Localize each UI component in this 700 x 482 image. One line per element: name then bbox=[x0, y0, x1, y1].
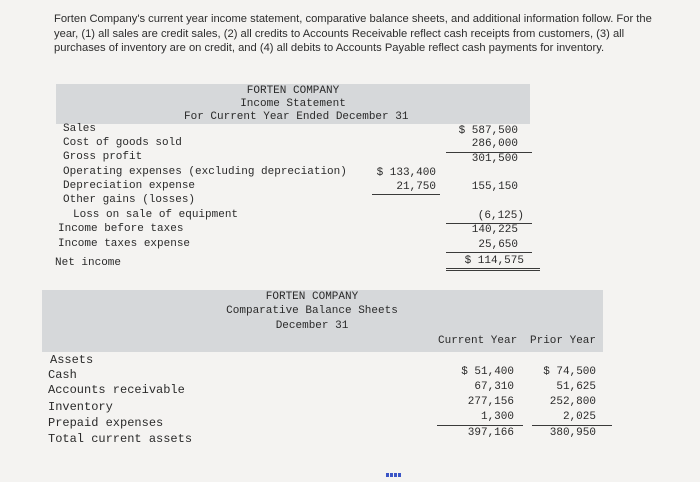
bs-column-header-current: Current Year bbox=[438, 335, 518, 347]
bs-row-prior: 380,950 bbox=[549, 427, 596, 439]
is-row-label: Income taxes expense bbox=[58, 238, 191, 250]
is-row-label: Other gains (losses) bbox=[63, 194, 196, 206]
bs-row-prior: 2,025 bbox=[562, 411, 596, 423]
bs-date: December 31 bbox=[275, 320, 349, 332]
bs-row-label: Accounts receivable bbox=[48, 383, 185, 397]
is-row-amount: 286,000 bbox=[471, 138, 518, 150]
bs-row-current: 397,166 bbox=[467, 427, 514, 439]
bs-row-current: $ 51,400 bbox=[461, 366, 514, 378]
is-row-amount: 140,225 bbox=[471, 224, 518, 236]
is-period: For Current Year Ended December 31 bbox=[184, 111, 409, 123]
bs-row-label: Inventory bbox=[48, 400, 113, 414]
bs-row-prior: 51,625 bbox=[556, 381, 596, 393]
underline bbox=[372, 194, 440, 195]
bs-row-current: 277,156 bbox=[467, 396, 514, 408]
bs-company-name: FORTEN COMPANY bbox=[265, 291, 359, 303]
is-title: Income Statement bbox=[240, 98, 346, 110]
is-row-label: Loss on sale of equipment bbox=[73, 209, 239, 221]
is-row-label: Net income bbox=[55, 257, 122, 269]
underline bbox=[446, 252, 532, 253]
is-row-amount: $ 114,575 bbox=[464, 255, 524, 267]
is-row-amount: 25,650 bbox=[478, 239, 518, 251]
loading-indicator-icon bbox=[386, 464, 402, 482]
bs-column-header-prior: Prior Year bbox=[530, 335, 597, 347]
problem-intro bbox=[54, 12, 654, 56]
bs-row-label: Total current assets bbox=[48, 432, 193, 446]
is-row-label: Gross profit bbox=[63, 151, 143, 163]
is-row-inner-amount: 21,750 bbox=[396, 181, 436, 193]
bs-row-current: 1,300 bbox=[480, 411, 514, 423]
intro-text: Forten Company's current year income statement, comparative balance sheets, and additional information follow. For the year, (1) all sales are credit sales, (2) all credits to Accounts Receivable reflect cash receipts from customers, (3) all purchases of inventory are on credit, and (4) all debits to Accounts Payable reflect cash payments for inventory. bbox=[54, 13, 652, 54]
is-row-label: Cost of goods sold bbox=[63, 137, 182, 149]
is-row-label: Sales bbox=[63, 123, 97, 135]
is-row-amount: 155,150 bbox=[471, 181, 518, 193]
bs-row-current: 67,310 bbox=[474, 381, 514, 393]
is-company-name: FORTEN COMPANY bbox=[246, 85, 340, 97]
bs-row-label: Prepaid expenses bbox=[48, 416, 164, 430]
is-row-amount: 301,500 bbox=[471, 153, 518, 165]
underline bbox=[437, 425, 523, 426]
is-row-label: Income before taxes bbox=[58, 223, 184, 235]
bs-title: Comparative Balance Sheets bbox=[226, 305, 398, 317]
is-row-label: Operating expenses (excluding depreciation) bbox=[63, 166, 347, 178]
bs-row-prior: 252,800 bbox=[549, 396, 596, 408]
double-underline bbox=[446, 268, 540, 271]
is-row-inner-amount: $ 133,400 bbox=[376, 167, 436, 179]
bs-row-prior: $ 74,500 bbox=[543, 366, 596, 378]
is-row-amount: (6,125) bbox=[477, 210, 524, 222]
bs-section-assets: Assets bbox=[50, 353, 94, 367]
bs-row-label: Cash bbox=[48, 368, 77, 382]
is-row-label: Depreciation expense bbox=[63, 180, 196, 192]
underline bbox=[532, 425, 612, 426]
is-row-amount: $ 587,500 bbox=[458, 125, 518, 137]
